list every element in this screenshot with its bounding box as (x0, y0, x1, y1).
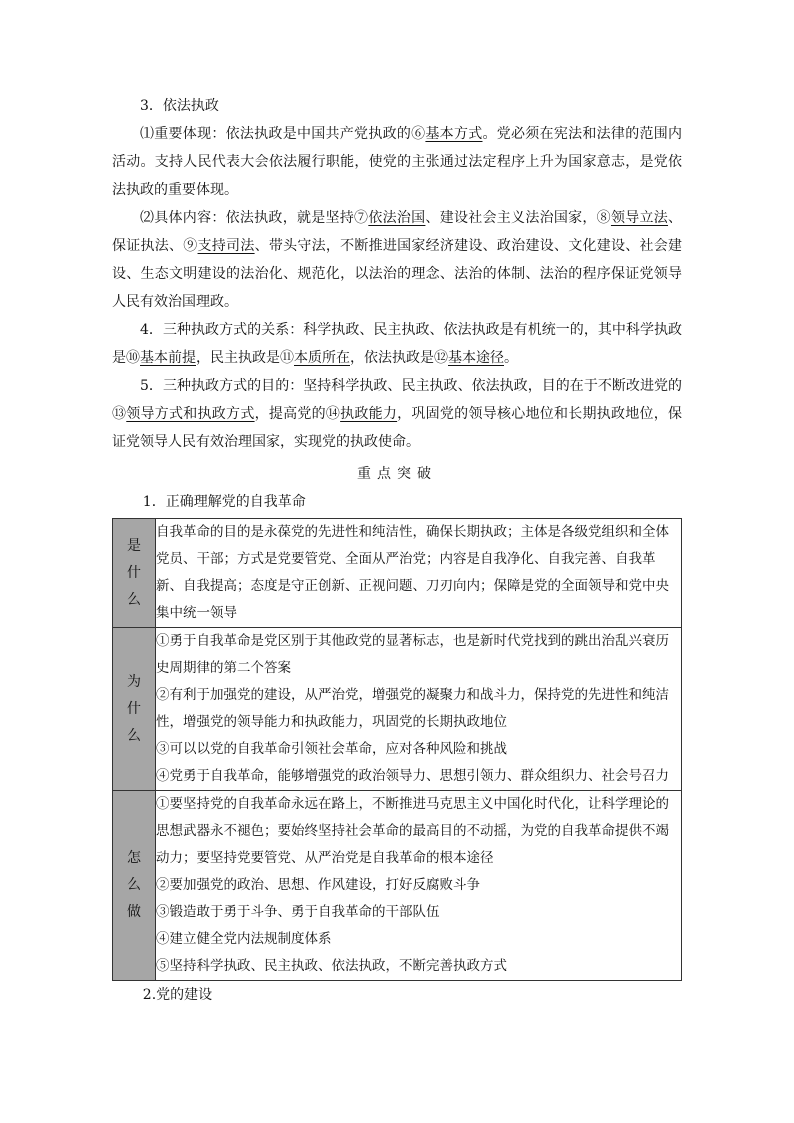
list-item: ③可以以党的自我革命引领社会革命，应对各种风险和挑战 (156, 741, 507, 757)
list-item: 自我革命的目的是永葆党的先进性和纯洁性，确保长期执政；主体是各级党组织和全体党员、干部；方式是党要管党、全面从严治党；内容是自我净化、自我完善、自我革新、自我提高；态度是守正创新、正视问题、刀刃向内；保障是党的全面领导和党中央集中统一领导 (156, 524, 669, 621)
self-revolution-table (112, 518, 682, 981)
row-label-how: 怎 么 做 (113, 791, 156, 981)
answer-13: 领导方式和执政方式 (126, 406, 255, 422)
section-3-paragraph-2: ⑵具体内容：依法执政，就是坚持⑦依法治国、建设社会主义法治国家，⑧领导立法、保证执法、⑨支持司法、带头守法，不断推进国家经济建设、政治建设、文化建设、社会建设、生态文明建设的法治化、规范化，以法治的理念、法治的体制、法治的程序保证党领导人民有效治国理政。 (112, 210, 683, 310)
row-label-why: 为 什 么 (113, 628, 156, 791)
table-row-why (113, 628, 682, 791)
list-item: ⑤坚持科学执政、民主执政、依法执政，不断完善执政方式 (156, 958, 507, 974)
document-content (112, 92, 682, 1009)
row-body-why (156, 628, 682, 791)
section-title: 重点突破 (357, 466, 437, 482)
list-item: ④党勇于自我革命，能够增强党的政治领导力、思想引领力、群众组织力、社会号召力 (156, 768, 669, 784)
answer-8: 领导立法 (610, 210, 669, 226)
table-row-how (113, 791, 682, 981)
section-4-paragraph: 4．三种执政方式的关系：科学执政、民主执政、依法执政是有机统一的，其中科学执政是⑩基本前提，民主执政是⑪本质所在，依法执政是⑫基本途径。 (112, 322, 682, 366)
list-item: ①勇于自我革命是党区别于其他政党的显著标志，也是新时代党找到的跳出治乱兴衰历史周期律的第二个答案 (156, 633, 669, 676)
section-3-paragraph-1: ⑴重要体现：依法执政是中国共产党执政的⑥基本方式。党必须在宪法和法律的范围内活动。支持人民代表大会依法履行职能，使党的主张通过法定程序上升为国家意志，是党依法执政的重要体现。 (112, 126, 683, 198)
row-body-what (156, 519, 682, 628)
section-3-heading: 3．依法执政 (140, 98, 219, 114)
row-body-how (156, 791, 682, 981)
subheading-self-revolution: 1．正确理解党的自我革命 (142, 494, 306, 510)
list-item: ①要坚持党的自我革命永远在路上，不断推进马克思主义中国化时代化，让科学理论的思想武器永不褪色；要始终坚持社会革命的最高目的不动摇，为党的自我革命提供不竭动力；要坚持党要管党、从严治党是自我革命的根本途径 (156, 796, 669, 866)
list-item: ②要加强党的政治、思想、作风建设，打好反腐败斗争 (156, 877, 480, 893)
list-item: ④建立健全党内法规制度体系 (156, 931, 332, 947)
answer-10: 基本前提 (140, 350, 196, 366)
answer-11: 本质所在 (294, 350, 350, 366)
answer-12: 基本途径 (448, 350, 504, 366)
section-5-paragraph: 5．三种执政方式的目的：坚持科学执政、民主执政、依法执政，目的在于不断改进党的⑬领导方式和执政方式，提高党的⑭执政能力，巩固党的领导核心地位和长期执政地位，保证党领导人民有效治理国家，实现党的执政使命。 (112, 378, 683, 450)
list-item: ③锻造敢于勇于斗争、勇于自我革命的干部队伍 (156, 904, 440, 920)
answer-9: 支持司法 (197, 238, 255, 254)
subheading-party-building: 2.党的建设 (142, 987, 213, 1003)
row-label-what: 是 什 么 (113, 519, 156, 628)
answer-6: 基本方式 (425, 126, 483, 142)
answer-14: 执政能力 (340, 406, 398, 422)
answer-7: 依法治国 (368, 210, 426, 226)
table-row-what (113, 519, 682, 628)
list-item: ②有利于加强党的建设，从严治党，增强党的凝聚力和战斗力，保持党的先进性和纯洁性，增强党的领导能力和执政能力，巩固党的长期执政地位 (156, 687, 669, 730)
